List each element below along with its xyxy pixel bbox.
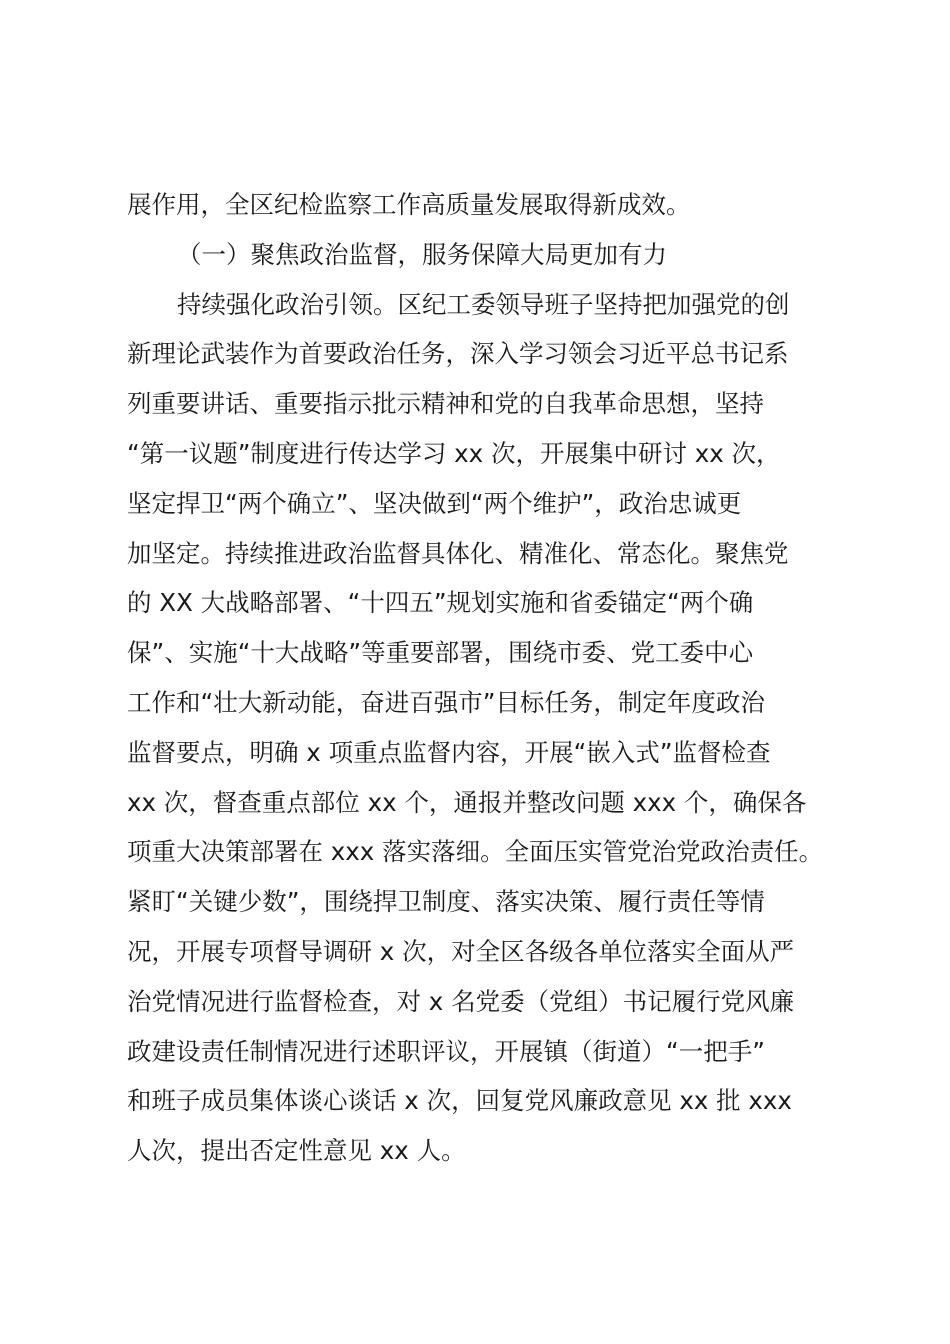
paragraph-line: 项重大决策部署在 xxx 落实落细。全面压实管党治党政治责任。 (127, 837, 824, 867)
paragraph-line: 治党情况进行监督检查，对 x 名党委（党组）书记履行党风廉 (127, 986, 795, 1016)
paragraph-line: 保”、实施“十大战略”等重要部署，围绕市委、党工委中心 (127, 638, 754, 668)
section-heading: （一）聚焦政治监督，服务保障大局更加有力 (177, 239, 667, 269)
paragraph-line: 政建设责任制情况进行述职评议，开展镇（街道）“一把手” (127, 1036, 765, 1066)
paragraph-line: 工作和“壮大新动能，奋进百强市”目标任务，制定年度政治 (127, 687, 765, 717)
paragraph-line: 监督要点，明确 x 项重点监督内容，开展“嵌入式”监督检查 (127, 737, 771, 767)
paragraph-line: 新理论武装作为首要政治任务，深入学习领会习近平总书记系 (127, 339, 789, 369)
document-body (127, 180, 834, 1176)
paragraph-line: 的 XX 大战略部署、“十四五”规划实施和省委锚定“两个确 (127, 588, 754, 618)
paragraph-line: 坚定捍卫“两个确立”、坚决做到“两个维护”，政治忠诚更 (127, 488, 742, 518)
paragraph-line: 展作用，全区纪检监察工作高质量发展取得新成效。 (127, 190, 691, 219)
paragraph-line: 持续强化政治引领。区纪工委领导班子坚持把加强党的创 (177, 289, 790, 319)
paragraph-line: “第一议题”制度进行传达学习 xx 次，开展集中研讨 xx 次， (127, 438, 781, 468)
paragraph-line: xx 次，督查重点部位 xx 个，通报并整改问题 xxx 个，确保各 (127, 787, 807, 817)
paragraph-line: 列重要讲话、重要指示批示精神和党的自我革命思想，坚持 (127, 389, 764, 419)
paragraph-line: 和班子成员集体谈心谈话 x 次，回复党风廉政意见 xx 批 xxx (127, 1086, 792, 1116)
paragraph-line: 紧盯“关键少数”，围绕捍卫制度、落实决策、履行责任等情 (127, 887, 765, 917)
paragraph-line: 加坚定。持续推进政治监督具体化、精准化、常态化。聚焦党 (127, 538, 789, 568)
paragraph-line: 人次，提出否定性意见 xx 人。 (127, 1136, 466, 1166)
paragraph-line: 况，开展专项督导调研 x 次，对全区各级各单位落实全面从严 (127, 936, 795, 966)
